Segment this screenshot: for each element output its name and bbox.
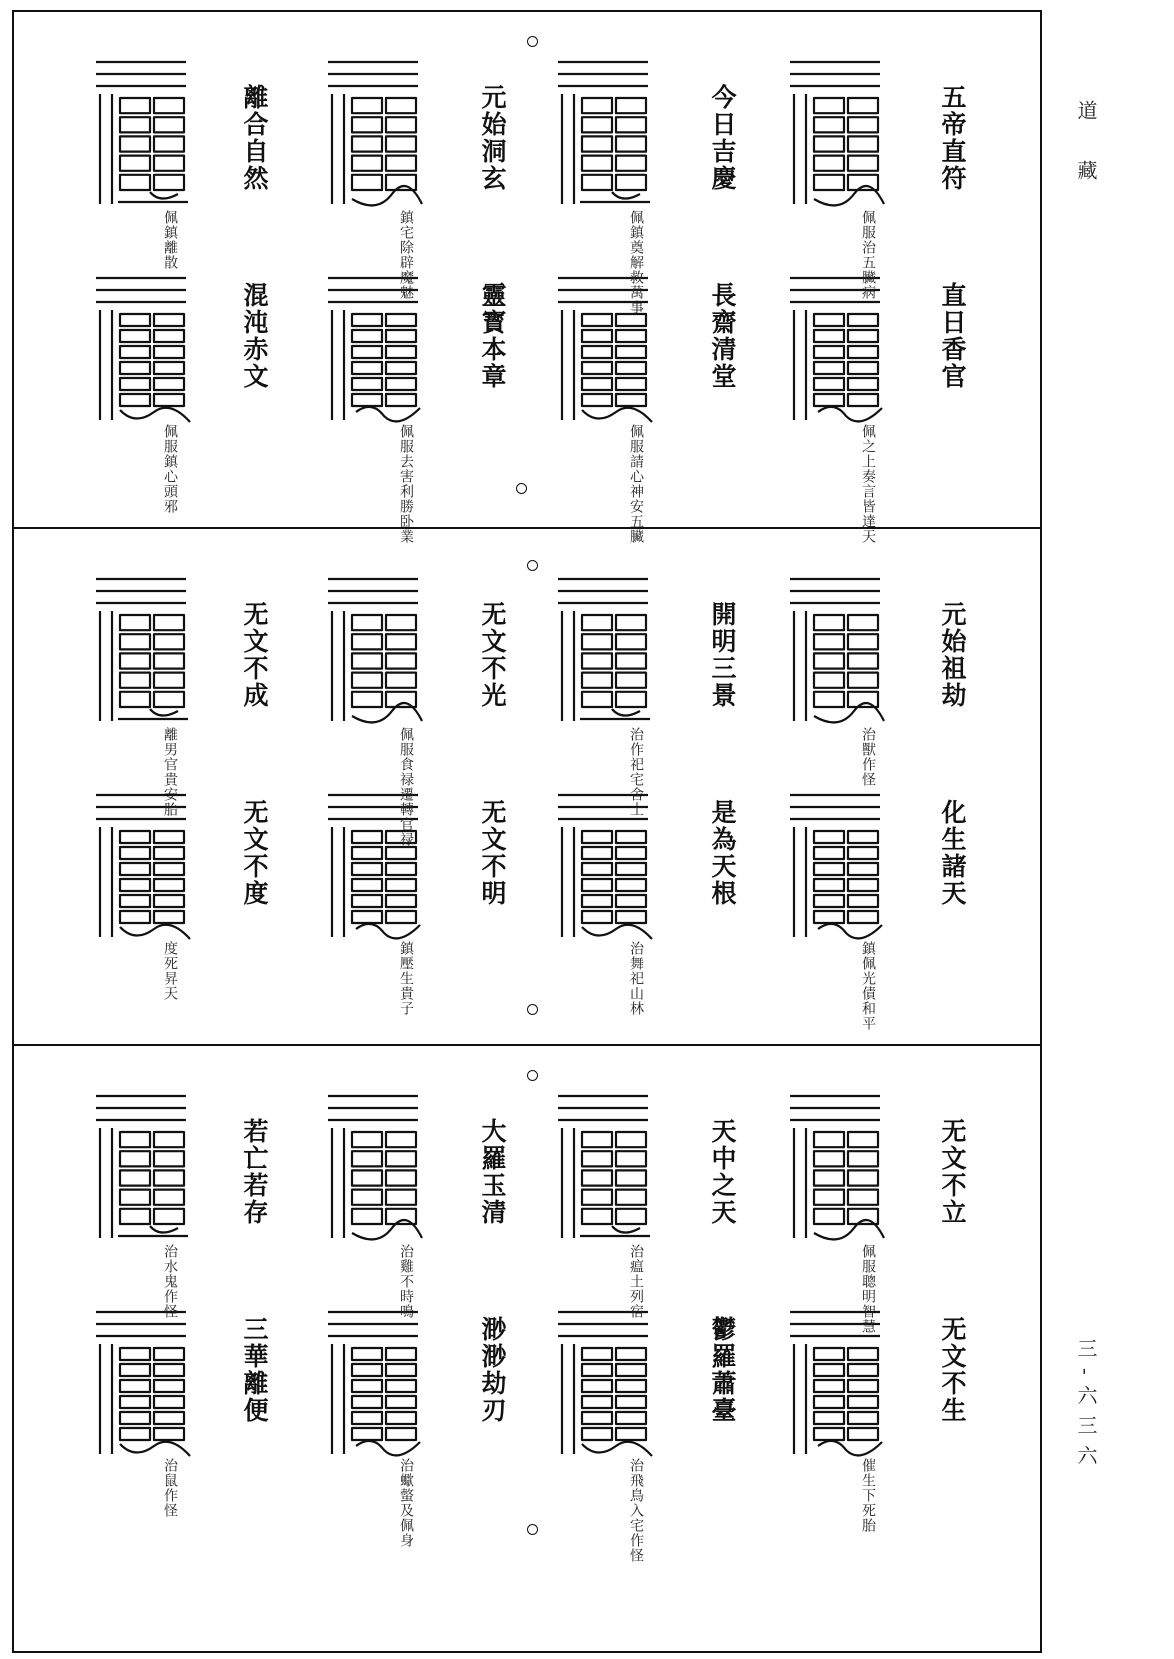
talisman-caption-bottom: 度死昇天 [162,941,178,1001]
talisman-caption-top: 鎮宅除辟魔魅 [398,210,414,300]
talisman-subtitle: 鬱羅蕭臺 [708,1316,737,1424]
panel-divider [12,1044,1042,1046]
talisman-subtitle: 无文不生 [938,1316,967,1424]
talisman-caption-top: 離男官貴安胎 [162,727,178,817]
talisman-caption-top: 治作祀宅舍土 [628,727,644,817]
talisman-seal-glyph [552,54,658,214]
talisman-caption-bottom: 治舞祀山林 [628,941,644,1016]
talisman-seal-glyph [322,54,428,214]
talisman-caption-top: 佩服治五臟病 [860,210,876,300]
talisman-title: 若亡若存 [240,1118,269,1226]
talisman-title: 天中之天 [708,1118,737,1226]
binding-hole [527,1004,538,1015]
talisman-caption-top: 治獸作怪 [860,727,876,787]
talisman-seal-glyph [552,571,658,731]
talisman-subtitle: 混沌赤文 [240,282,269,390]
talisman-caption-bottom: 佩服去害利勝卧業 [398,424,414,544]
binding-hole [516,483,527,494]
talisman-title: 无文不光 [478,601,507,709]
talisman-seal-glyph [784,787,890,947]
talisman-seal-glyph [322,571,428,731]
collection-title: 道 藏 [1074,100,1098,190]
talisman-caption-bottom: 治飛鳥入宅作怪 [628,1458,644,1563]
talisman-title: 離合自然 [240,84,269,192]
talisman-seal-glyph [90,787,196,947]
talisman-subtitle: 直日香官 [938,282,967,390]
binding-hole [527,1524,538,1535]
talisman-caption-top: 治瘟土列宿 [628,1244,644,1319]
binding-hole [527,1070,538,1081]
panel-divider [12,527,1042,529]
talisman-subtitle: 无文不度 [240,799,269,907]
talisman-title: 開明三景 [708,601,737,709]
talisman-caption-bottom: 佩服鎮心頭邪 [162,424,178,514]
talisman-seal-glyph [90,1088,196,1248]
talisman-title: 今日吉慶 [708,84,737,192]
talisman-caption-bottom: 鎮壓生貴子 [398,941,414,1016]
talisman-seal-glyph [784,571,890,731]
talisman-caption-bottom: 鎮佩光債和平 [860,941,876,1031]
talisman-caption-top: 治水鬼作怪 [162,1244,178,1319]
binding-hole [527,560,538,571]
talisman-title: 元始祖劫 [938,601,967,709]
talisman-seal-glyph [90,270,196,430]
talisman-seal-glyph [552,1304,658,1464]
talisman-subtitle: 是為天根 [708,799,737,907]
talisman-title: 无文不立 [938,1118,967,1226]
page-number: 三‐六三六 [1074,1338,1098,1475]
talisman-caption-top: 佩鎮奠解救萬事 [628,210,644,315]
talisman-title: 大羅玉清 [478,1118,507,1226]
talisman-seal-glyph [784,1088,890,1248]
talisman-caption-top: 佩鎮離散 [162,210,178,270]
talisman-title: 五帝直符 [938,84,967,192]
talisman-seal-glyph [90,1304,196,1464]
talisman-subtitle: 三華離便 [240,1316,269,1424]
talisman-title: 无文不成 [240,601,269,709]
talisman-caption-top: 佩服食禄遷轉官禄 [398,727,414,847]
talisman-caption-top: 治雞不時鳴 [398,1244,414,1319]
talisman-subtitle: 渺渺劫刃 [478,1316,507,1424]
talisman-subtitle: 无文不明 [478,799,507,907]
talisman-caption-bottom: 治鼠作怪 [162,1458,178,1518]
talisman-caption-bottom: 佩服請心神安五臟 [628,424,644,544]
talisman-subtitle: 化生諸天 [938,799,967,907]
talisman-seal-glyph [90,54,196,214]
talisman-seal-glyph [322,1304,428,1464]
talisman-subtitle: 靈寳本章 [478,282,507,390]
talisman-seal-glyph [784,54,890,214]
talisman-caption-bottom: 治蠍螫及佩身 [398,1458,414,1548]
talisman-seal-glyph [90,571,196,731]
talisman-subtitle: 長齋清堂 [708,282,737,390]
talisman-caption-bottom: 佩之上奏言皆達天 [860,424,876,544]
talisman-seal-glyph [552,1088,658,1248]
talisman-seal-glyph [322,1088,428,1248]
talisman-title: 元始洞玄 [478,84,507,192]
talisman-caption-bottom: 催生下死胎 [860,1458,876,1533]
talisman-caption-top: 佩服聰明智慧 [860,1244,876,1334]
binding-hole [527,36,538,47]
